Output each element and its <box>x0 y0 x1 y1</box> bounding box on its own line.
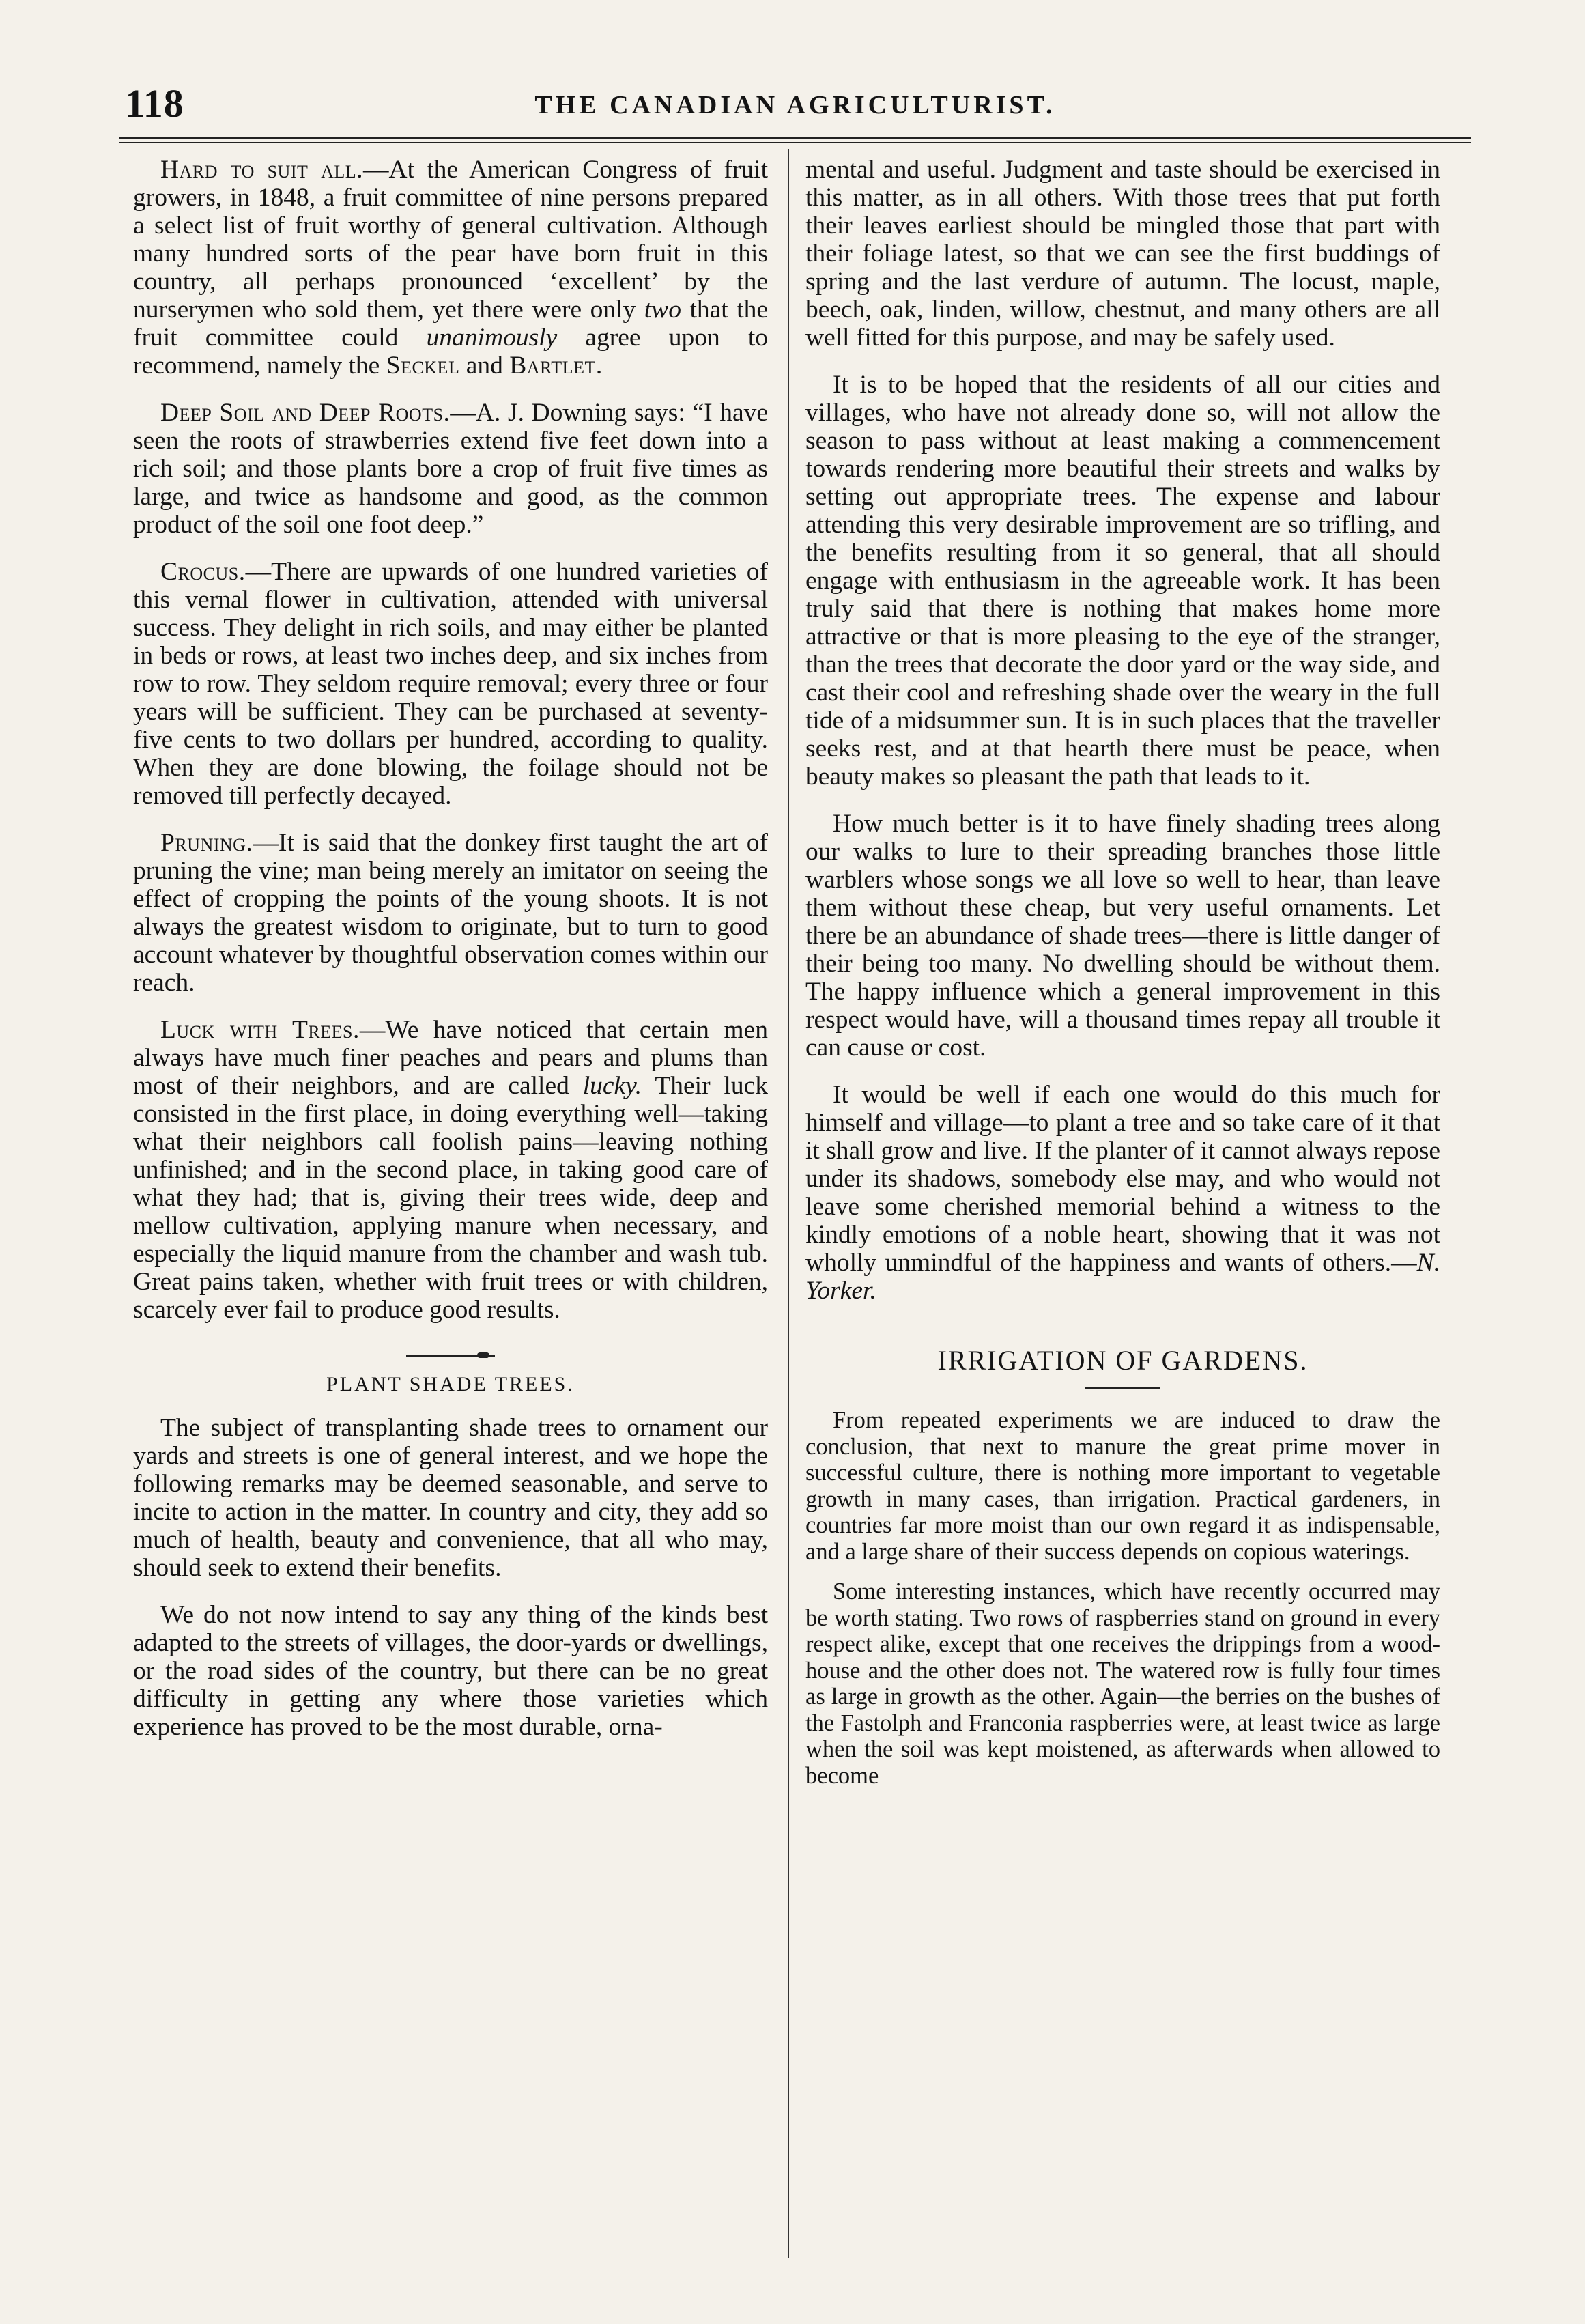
article-text: —There are upwards of one hundred varieties of this vernal flower in cultivation, attended with universal success. They delight in rich soils, and may either be planted in beds or rows, at least two inches deep, and six inches from row to row. They seldom require removal; every three or four years will be sufficient. They can be purchased at seventy-five cents to two dollars per hundred, according to quality. When they are done blowing, the foilage should not be removed till perfectly decayed. <box>133 558 768 810</box>
article-text: that the fruit committee could <box>133 296 768 352</box>
article-luck-with-trees <box>133 1016 768 1324</box>
paragraph: From repeated experiments we are induced to draw the conclusion, that next to manure the great prime mover in successful culture, there is nothing more important to vegetable growth in many cases, than irrigation. Practical gardeners, in countries far more moist than our own regard it as indispensable, and a large share of their success depends on copious waterings. <box>805 1407 1440 1565</box>
section-title-plant-shade-trees: PLANT SHADE TREES. <box>326 1373 575 1395</box>
header-rule-thin <box>119 142 1471 143</box>
article-text: —It is said that the donkey first taught the art of pruning the vine; man being merely an imitator on seeing the effect of cropping the points of the young shoots. It is not always the greatest wisdom to originate, but to turn to good account whatever by thoughtful observation comes within our reach. <box>133 829 768 997</box>
paragraph: We do not now intend to say any thing of the kinds best adapted to the streets of villages, the door-yards or dwellings, or the road sides of the country, but there can be no great difficulty in getting any where those varieties which experience has proved to be the most durable, orna- <box>133 1601 768 1741</box>
section-ornament <box>406 1352 495 1358</box>
paragraph <box>805 1081 1440 1305</box>
paragraph: Some interesting instances, which have recently occurred may be worth stating. Two rows of raspberries stand on ground in every respect alike, except that one receives the drippings from a wood-house and the other does not. The watered row is fully four times as large in growth as the other. Again—the berries on the bushes of the Fastolph and Franconia raspberries were, at least twice as large when the soil was kept moistened, as afterwards when allowed to become <box>805 1578 1440 1789</box>
source-credit: N. Yorker. <box>805 1249 1440 1305</box>
page-header <box>119 81 1471 135</box>
article-hard-to-suit-all <box>133 156 768 380</box>
article-heading: Luck with Trees. <box>160 1016 360 1044</box>
section-title-irrigation: IRRIGATION OF GARDENS. <box>937 1345 1309 1376</box>
article-crocus <box>133 558 768 810</box>
left-column <box>133 156 768 1760</box>
section-rule <box>1085 1387 1160 1389</box>
paragraph: mental and useful. Judgment and taste should be exercised in this matter, as in all others. With those trees that put forth their leaves earliest should be mingled those that part with their foliage latest, so that we can see the first buddings of spring and the last verdure of autumn. The locust, maple, beech, oak, linden, willow, chestnut, and many others are all well fitted for this purpose, and may be safely used. <box>805 156 1440 352</box>
article-text: It would be well if each one would do this much for himself and village—to plant a tree and so take care of it that it shall grow and live. If the planter of it cannot always repose under its shadows, somebody else may, and who would not leave some cherished memorial behind a witness to the kindly emotions of a noble heart, showing that it was not wholly unmindful of the happiness and wants of others.— <box>805 1081 1440 1277</box>
article-heading: Pruning. <box>160 829 253 857</box>
article-text: agree upon to recommend, namely the <box>133 324 769 380</box>
article-heading: Crocus. <box>160 558 246 586</box>
article-text: Their luck consisted in the first place, in doing everything well—taking what their neighbors call foolish pains—leaving nothing unfinished; and in the second place, in taking good care of what they had; that is, giving their trees wide, deep and mellow cultivation, applying manure when necessary, and especially the liquid manure from the chamber and wash tub. Great pains taken, whether with fruit trees or with children, scarcely ever fail to produce good results. <box>133 1072 768 1324</box>
article-pruning <box>133 829 768 997</box>
pear-variety: Seckel <box>386 352 460 380</box>
paragraph: It is to be hoped that the residents of all our cities and villages, who have not already done so, will not allow the season to pass without at least making a commencement towards rendering more beautiful their streets and walks by setting out appropriate trees. The expense and labour attending this very desirable improvement are so trifling, and the benefits resulting from it so general, that all should engage with enthusiasm in the agreeable work. It has been truly said that there is nothing that makes home more attractive or that is more pleasing to the eye of the stranger, than the trees that decorate the door yard or the way side, and cast their cool and refreshing shade over the weary in the full tide of a midsummer sun. It is in such places that the traveller seeks rest, and at that hearth there must be peace, when beauty makes so pleasant the path that leads to it. <box>805 371 1440 791</box>
page-number: 118 <box>125 81 184 126</box>
article-text: —At the American Congress of fruit growers, in 1848, a fruit committee of nine persons prepared a select list of fruit worthy of general cultivation. Although many hundred sorts of the pear have born fruit in this country, all perhaps pronounced ‘excellent’ by the nurserymen who sold them, yet there were only <box>133 156 768 324</box>
article-text: —A. J. Downing says: “I have seen the roots of strawberries extend five feet down into a rich soil; and those plants bore a crop of fruit five times as large, and twice as handsome and good, as the common product of the soil one foot deep.” <box>133 399 768 539</box>
article-text: —We have noticed that certain men always have much finer peaches and pears and plums than most of their neighbors, and are called <box>133 1016 768 1100</box>
italic-text: unanimously <box>426 324 558 352</box>
running-head: THE CANADIAN AGRICULTURIST. <box>534 91 1056 119</box>
right-column <box>805 156 1440 1802</box>
italic-text: lucky. <box>582 1072 642 1100</box>
article-heading: Hard to suit all. <box>160 156 363 184</box>
column-divider <box>788 149 789 2258</box>
paragraph: The subject of transplanting shade trees to ornament our yards and streets is one of general interest, and we hope the following remarks may be deemed seasonable, and serve to incite to action in the matter. In country and city, they add so much of health, beauty and convenience, that all who may, should seek to extend their benefits. <box>133 1414 768 1582</box>
pear-variety: Bartlet. <box>509 352 603 380</box>
italic-text: two <box>644 296 681 324</box>
article-deep-soil <box>133 399 768 539</box>
header-rule <box>119 137 1471 139</box>
article-heading: Deep Soil and Deep Roots. <box>160 399 451 427</box>
article-text: and <box>459 352 510 380</box>
paragraph: How much better is it to have finely shading trees along our walks to lure to their spreading branches those little warblers whose songs we all love so well to hear, than leave them without these cheap, but very useful ornaments. Let there be an abundance of shade trees—there is little danger of their being too many. No dwelling should be without them. The happy influence which a general improvement in this respect would have, will a thousand times repay all trouble it can cause or cost. <box>805 810 1440 1062</box>
